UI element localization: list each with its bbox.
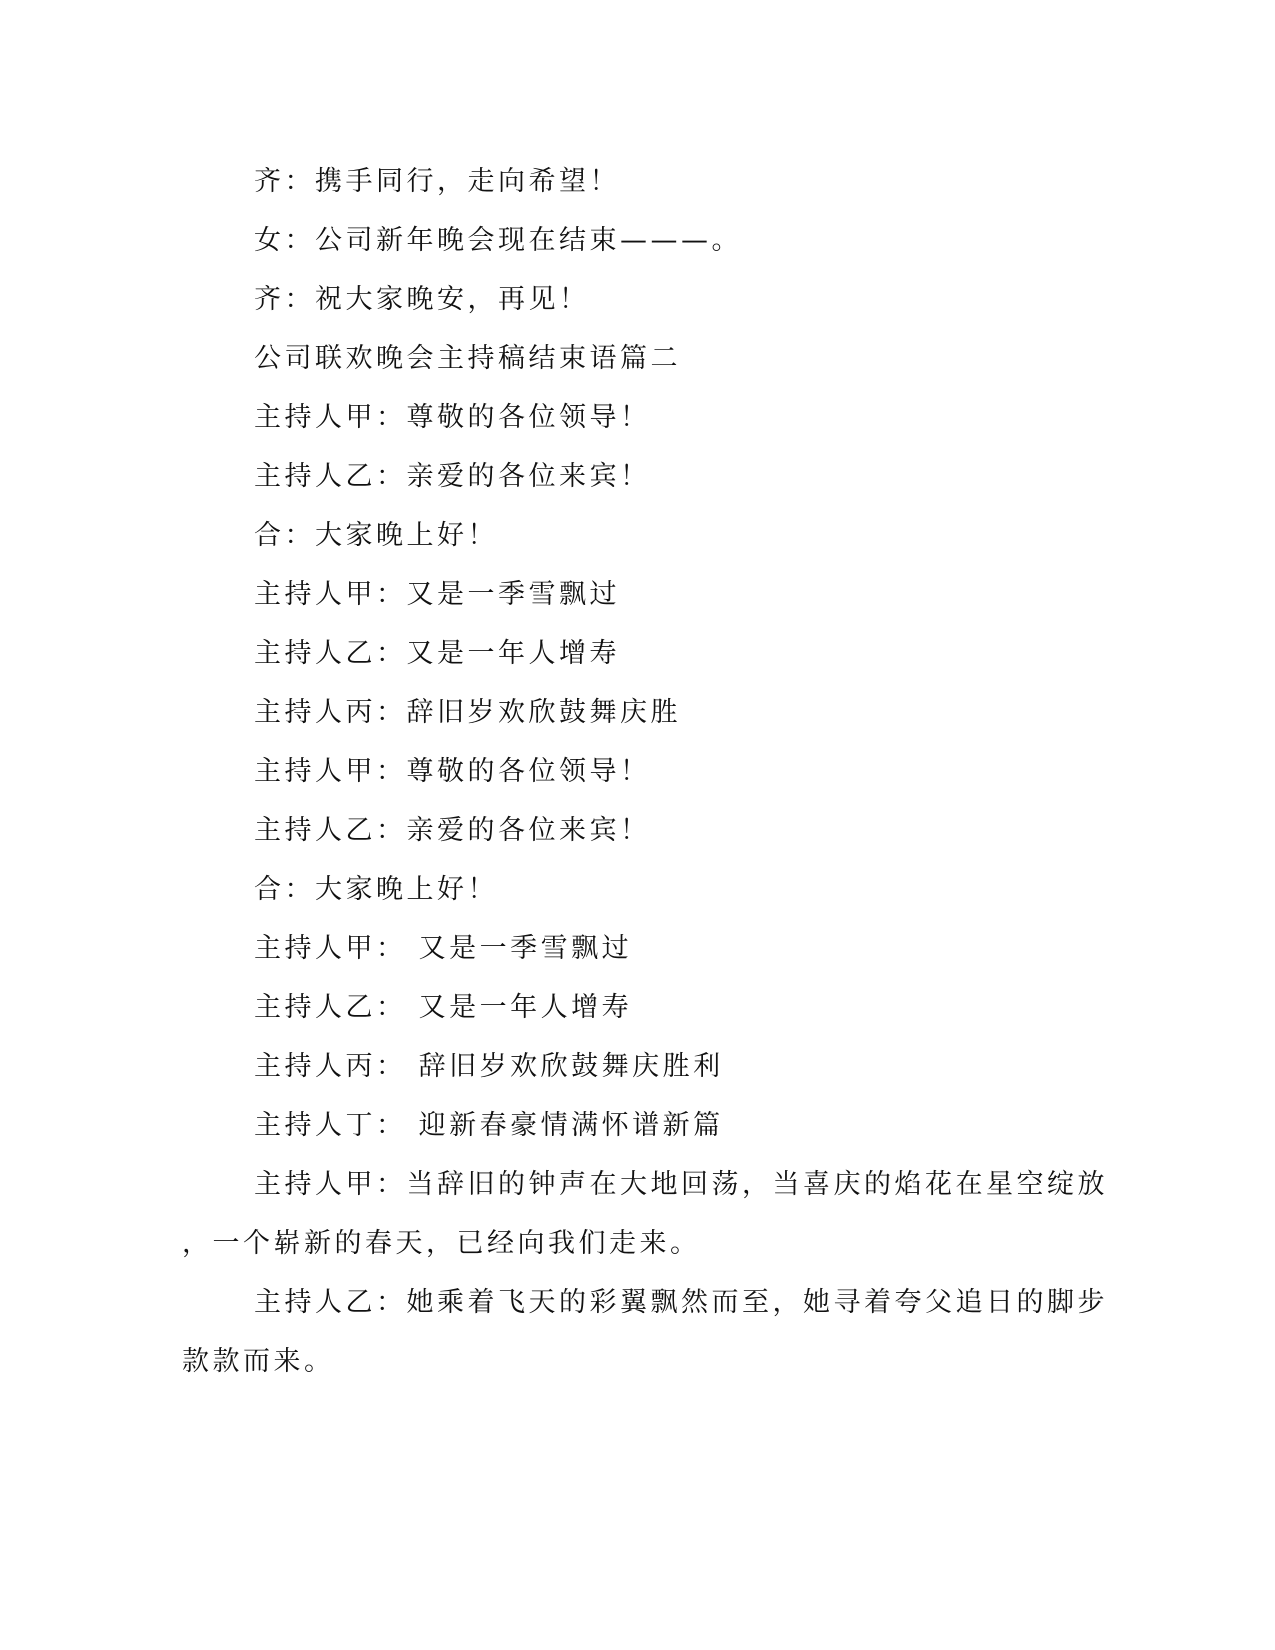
text-line: 合：大家晚上好！ [254,874,498,905]
text-line: 齐：携手同行，走向希望！ [254,166,620,197]
text-line: 主持人丙：辞旧岁欢欣鼓舞庆胜 [254,697,681,728]
document-body [182,163,1108,1402]
text-line: 主持人乙： 又是一年人增寿 [254,992,633,1023]
text-line: 主持人乙：又是一年人增寿 [254,638,620,669]
paragraph-first-line: 主持人乙：她乘着飞天的彩翼飘然而至，她寻着夸父追日的脚步 [254,1287,1108,1318]
text-line: 齐：祝大家晚安，再见！ [254,284,590,315]
text-line: 主持人甲：尊敬的各位领导！ [254,402,651,433]
text-line: 主持人甲：尊敬的各位领导！ [254,756,651,787]
text-line: 女：公司新年晚会现在结束———。 [254,225,742,256]
text-line: 主持人乙：亲爱的各位来宾！ [254,815,651,846]
paragraph-continuation: 款款而来。 [182,1346,335,1377]
paragraph [182,1166,1108,1262]
paragraph-first-line: 主持人甲：当辞旧的钟声在大地回荡，当喜庆的焰花在星空绽放 [254,1169,1108,1200]
text-line: 合：大家晚上好！ [254,520,498,551]
text-line: 主持人丙： 辞旧岁欢欣鼓舞庆胜利 [254,1051,724,1082]
text-line: 主持人丁： 迎新春豪情满怀谱新篇 [254,1110,724,1141]
text-line: 主持人甲：又是一季雪飘过 [254,579,620,610]
text-line: 主持人甲： 又是一季雪飘过 [254,933,633,964]
paragraph-continuation: ，一个崭新的春天，已经向我们走来。 [182,1228,701,1259]
text-line: 主持人乙：亲爱的各位来宾！ [254,461,651,492]
section-heading: 公司联欢晚会主持稿结束语篇二 [254,343,681,374]
paragraph [182,1284,1108,1380]
